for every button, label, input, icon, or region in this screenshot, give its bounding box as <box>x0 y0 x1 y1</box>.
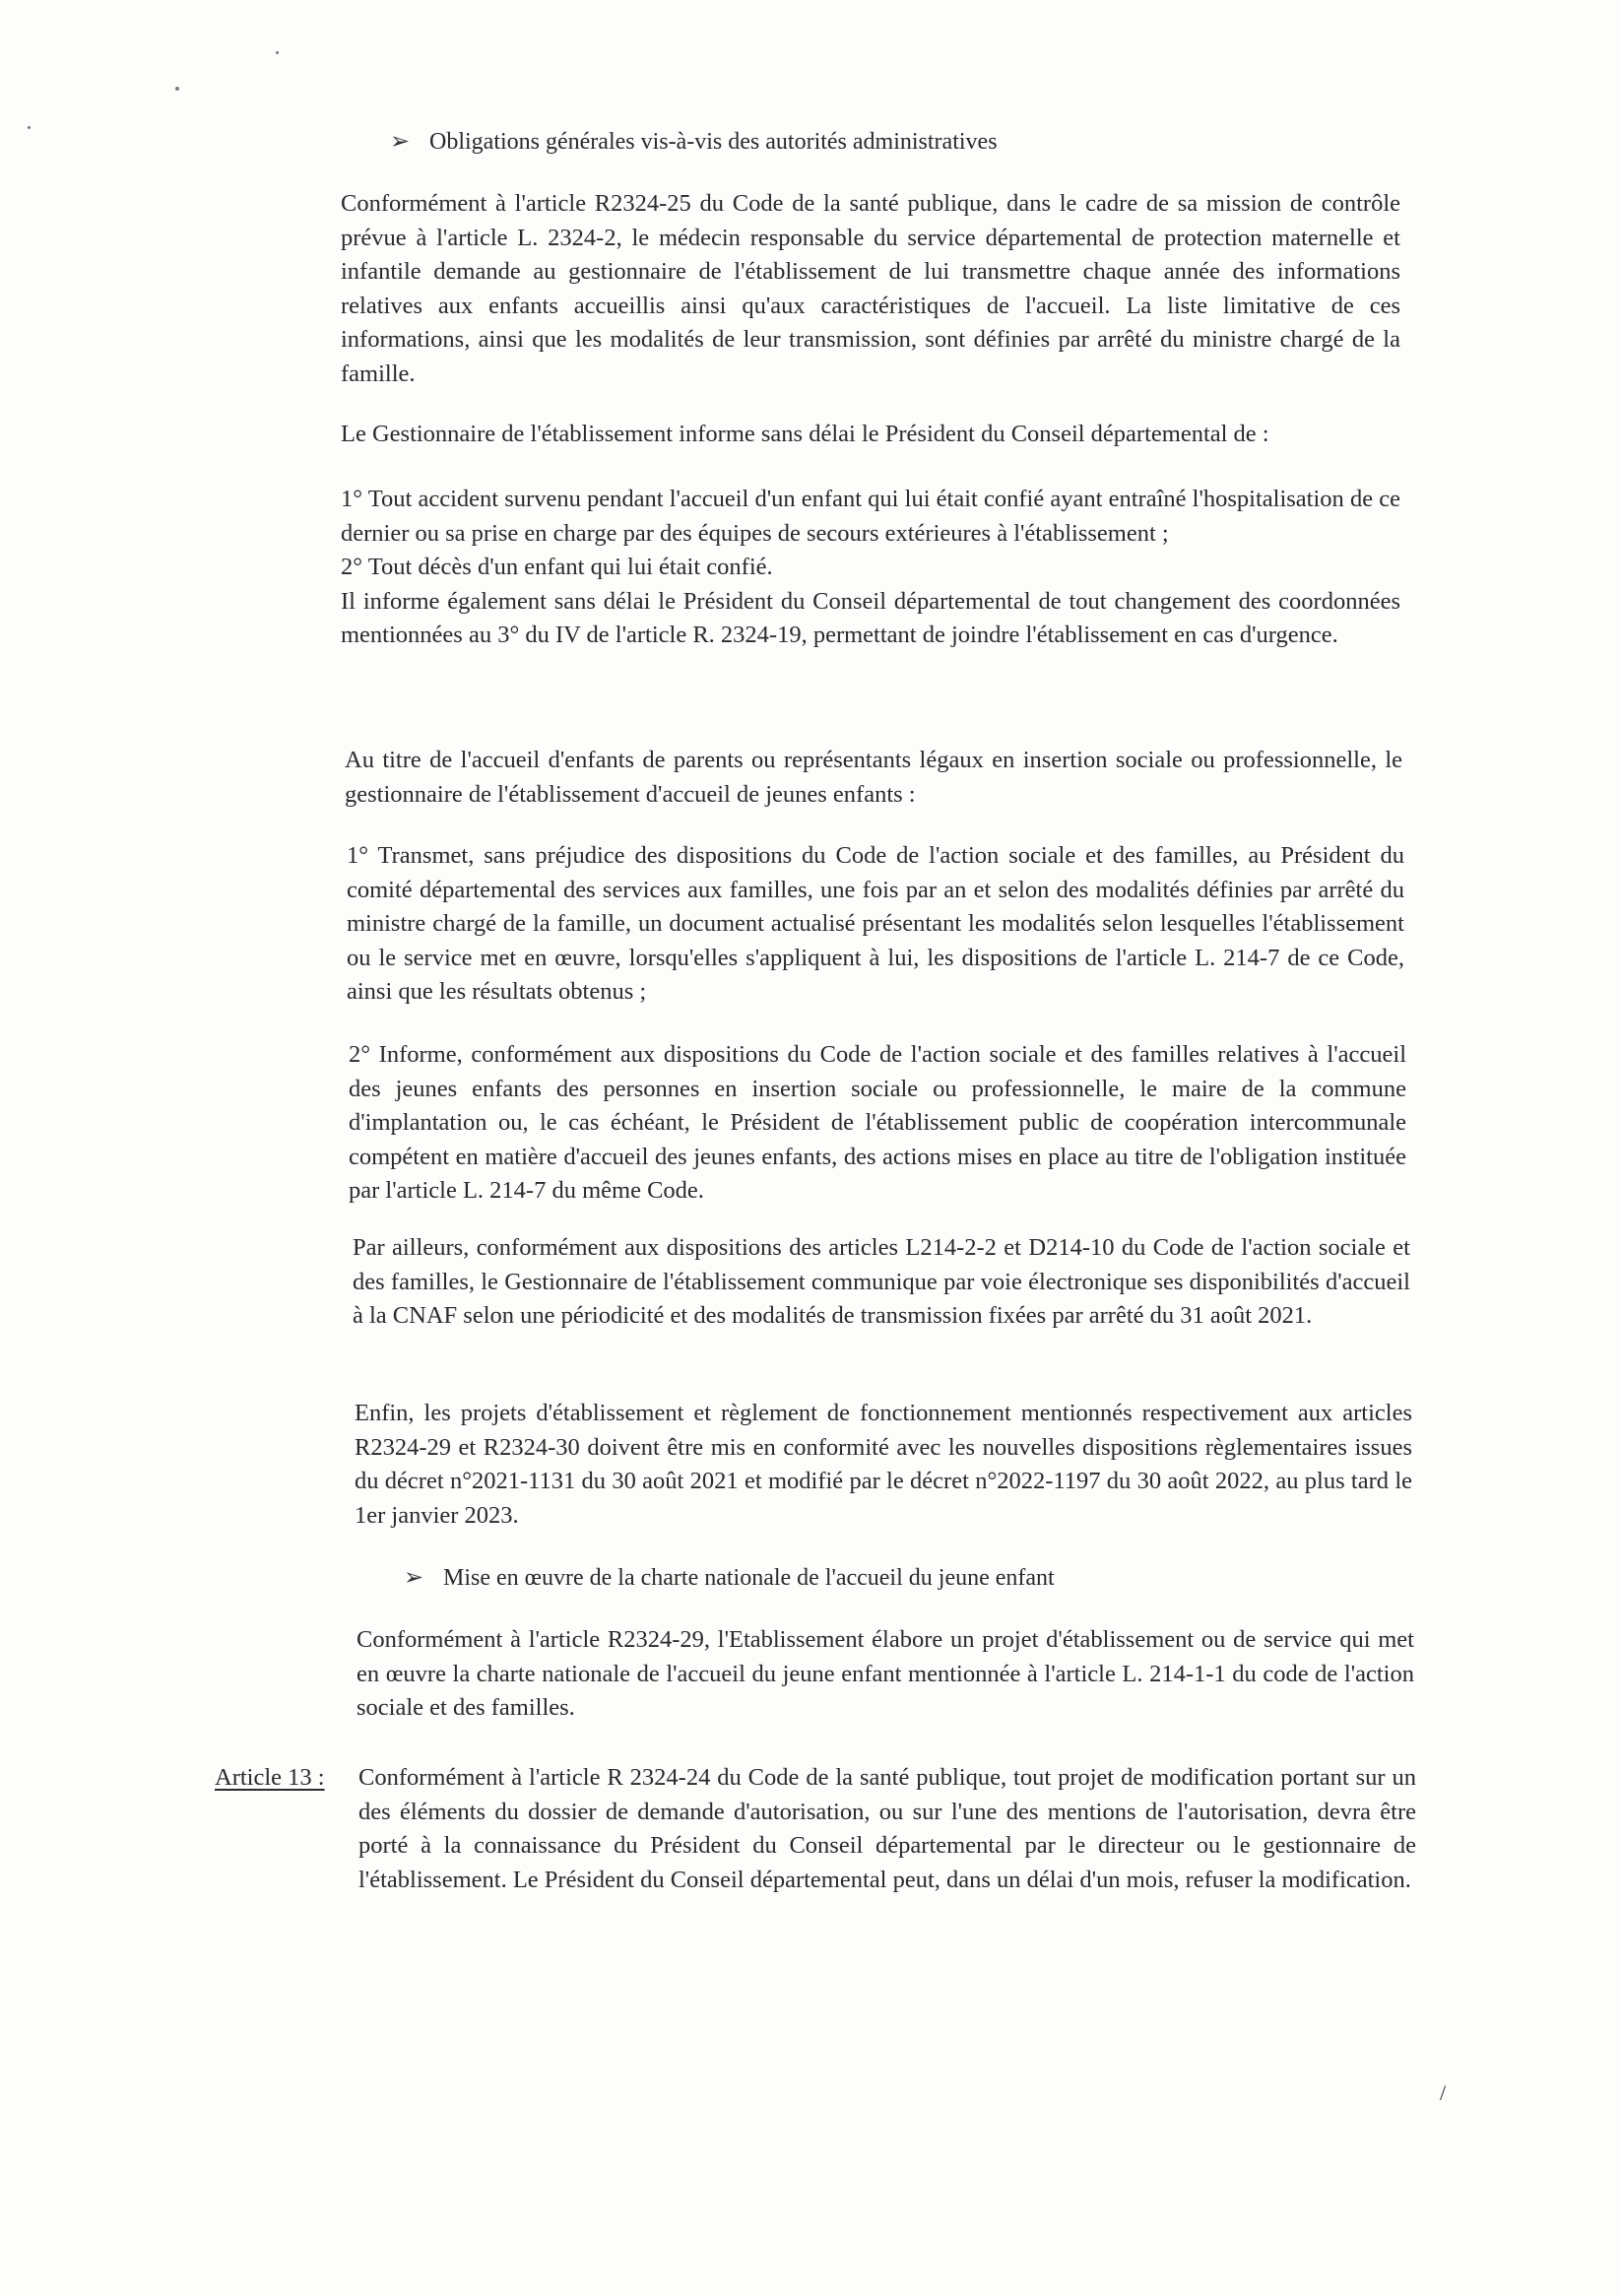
arrow-bullet-icon: ➢ <box>390 129 411 155</box>
heading-text: Mise en œuvre de la charte nationale de l'accueil du jeune enfant <box>443 1565 1055 1591</box>
arrow-bullet-icon: ➢ <box>404 1565 424 1591</box>
section-heading-charte <box>404 1561 1055 1595</box>
paragraph-charte: Conformément à l'article R2324-29, l'Etablissement élabore un projet d'établissement ou de service qui met en œuvre la charte nationale de l'accueil du jeune enfant mentionnée à l'article L. 214-1-1 du code de l'action sociale et des familles. <box>357 1626 1414 1721</box>
page-mark: / <box>1440 2080 1447 2105</box>
heading-text: Obligations générales vis-à-vis des autorités administratives <box>429 129 998 155</box>
paragraph-accidents-block <box>341 483 1400 653</box>
item-accident: 1° Tout accident survenu pendant l'accueil d'un enfant qui lui était confié ayant entraîné l'hospitalisation de ce dernier ou sa prise en charge par des équipes de secours extérieures à l'établissement ; <box>341 486 1400 547</box>
scan-speck <box>276 51 279 54</box>
paragraph-informe-maire: 2° Informe, conformément aux dispositions du Code de l'action sociale et des familles relatives à l'accueil des jeunes enfants des personnes en insertion sociale ou professionnelle, le maire de la commune d'implantation ou, le cas échéant, le Président de l'établissement public de coopération intercommunale compétent en matière d'accueil des jeunes enfants, des actions mises en place au titre de l'obligation instituée par l'article L. 214-7 du même Code. <box>349 1041 1406 1204</box>
paragraph-transmet: 1° Transmet, sans préjudice des dispositions du Code de l'action sociale et des familles, au Président du comité départemental des services aux familles, une fois par an et selon des modalités définies par arrêté du ministre chargé de la famille, un document actualisé présentant les modalités selon lesquelles l'établissement ou le service met en œuvre, lorsqu'elles s'appliquent à lui, les dispositions de l'article L. 214-7 de ce Code, ainsi que les résultats obtenus ; <box>347 842 1404 1005</box>
scan-speck <box>28 126 31 129</box>
paragraph-insertion-intro: Au titre de l'accueil d'enfants de parents ou représentants légaux en insertion sociale ou professionnelle, le gestionnaire de l'établissement d'accueil de jeunes enfants : <box>345 747 1402 808</box>
article-13-label: Article 13 : <box>215 1764 325 1791</box>
paragraph-article-13: Conformément à l'article R 2324-24 du Code de la santé publique, tout projet de modification portant sur un des éléments du dossier de demande d'autorisation, ou sur l'une des mentions de l'autorisation, devra être porté à la connaissance du Président du Conseil départemental par le directeur ou le gestionnaire de l'établissement. Le Président du Conseil départemental peut, dans un délai d'un mois, refuser la modification. <box>358 1764 1416 1893</box>
paragraph-gestionnaire-informe: Le Gestionnaire de l'établissement informe sans délai le Président du Conseil départemental de : <box>341 421 1269 447</box>
item-coordonnees: Il informe également sans délai le Président du Conseil départemental de tout changement des coordonnées mentionnées au 3° du IV de l'article R. 2324-19, permettant de joindre l'établissement en cas d'urgence. <box>341 587 1400 648</box>
section-heading-obligations <box>390 125 998 159</box>
paragraph-pmi-reporting: Conformément à l'article R2324-25 du Code de la santé publique, dans le cadre de sa mission de contrôle prévue à l'article L. 2324-2, le médecin responsable du service départemental de protection maternelle et infantile demande au gestionnaire de l'établissement de lui transmettre chaque année des informations relatives aux enfants accueillis ainsi qu'aux caractéristiques de l'accueil. La liste limitative de ces informations, ainsi que les modalités de leur transmission, sont définies par arrêté du ministre chargé de la famille. <box>341 190 1400 387</box>
paragraph-conformite: Enfin, les projets d'établissement et règlement de fonctionnement mentionnés respectivement aux articles R2324-29 et R2324-30 doivent être mis en conformité avec les nouvelles dispositions règlementaires issues du décret n°2021-1131 du 30 août 2021 et modifié par le décret n°2022-1197 du 30 août 2022, au plus tard le 1er janvier 2023. <box>355 1400 1412 1529</box>
item-deces: 2° Tout décès d'un enfant qui lui était confié. <box>341 554 773 580</box>
scan-speck <box>175 87 179 91</box>
paragraph-cnaf: Par ailleurs, conformément aux dispositions des articles L214-2-2 et D214-10 du Code de l'action sociale et des familles, le Gestionnaire de l'établissement communique par voie électronique ses disponibilités d'accueil à la CNAF selon une périodicité et des modalités de transmission fixées par arrêté du 31 août 2021. <box>353 1234 1410 1329</box>
